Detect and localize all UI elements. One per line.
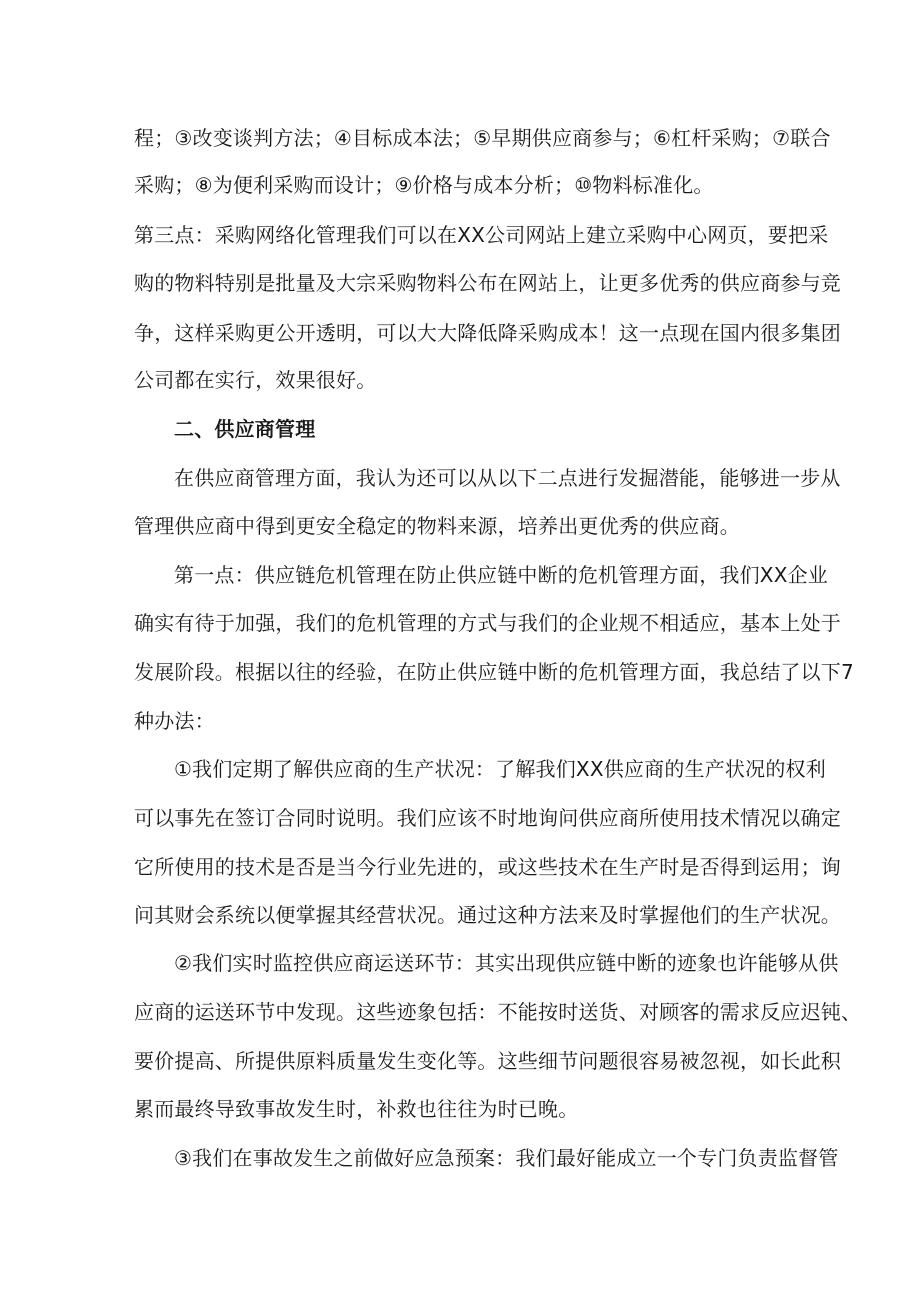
text-line: 管理供应商中得到更安全稳定的物料来源，培养出更优秀的供应商。 (134, 514, 740, 538)
text-line: 购的物料特别是批量及大宗采购物料公布在网站上，让更多优秀的供应商参与竞 (134, 271, 841, 295)
text-line: 累而最终导致事故发生时，补救也往往为时已晚。 (134, 1097, 579, 1121)
text-line: 第一点：供应链危机管理在防止供应链中断的危机管理方面，我们XX企业 (174, 563, 829, 587)
text-line: 要价提高、所提供原料质量发生变化等。这些细节问题很容易被忽视，如长此积 (134, 1049, 841, 1073)
text-line: 第三点：采购网络化管理我们可以在XX公司网站上建立采购中心网页，要把采 (134, 223, 829, 247)
text-line: ③我们在事故发生之前做好应急预案：我们最好能成立一个专门负责监督管 (174, 1146, 839, 1170)
text-line: 公司都在实行，效果很好。 (134, 368, 377, 392)
text-line: 采购；⑧为便利采购而设计；⑨价格与成本分析；⑩物料标准化。 (134, 173, 714, 197)
text-line: 可以事先在签订合同时说明。我们应该不时地询问供应商所使用技术情况以确定 (134, 806, 841, 830)
text-line: 程；③改变谈判方法；④目标成本法；⑤早期供应商参与；⑥杠杆采购；⑦联合 (134, 126, 831, 150)
text-line: 在供应商管理方面，我认为还可以从以下二点进行发掘潜能，能够进一步从 (174, 466, 841, 490)
text-line: ①我们定期了解供应商的生产状况：了解我们XX供应商的生产状况的权利 (174, 757, 826, 781)
text-line: 它所使用的技术是否是当今行业先进的，或这些技术在生产时是否得到运用；询 (134, 855, 841, 879)
section-heading: 二、供应商管理 (174, 417, 316, 441)
text-line: 争，这样采购更公开透明，可以大大降低降采购成本！这一点现在国内很多集团 (134, 321, 841, 345)
text-line: 发展阶段。根据以往的经验，在防止供应链中断的危机管理方面，我总结了以下7 (134, 660, 854, 684)
text-line: ②我们实时监控供应商运送环节：其实出现供应链中断的迹象也许能够从供 (174, 951, 839, 975)
text-line: 确实有待于加强，我们的危机管理的方式与我们的企业规不相适应，基本上处于 (134, 611, 841, 635)
text-line: 种办法： (134, 709, 215, 733)
text-line: 问其财会系统以便掌握其经营状况。通过这种方法来及时掌握他们的生产状况。 (134, 903, 841, 927)
text-line: 应商的运送环节中发现。这些迹象包括：不能按时送货、对顾客的需求反应迟钝、 (134, 1000, 862, 1024)
